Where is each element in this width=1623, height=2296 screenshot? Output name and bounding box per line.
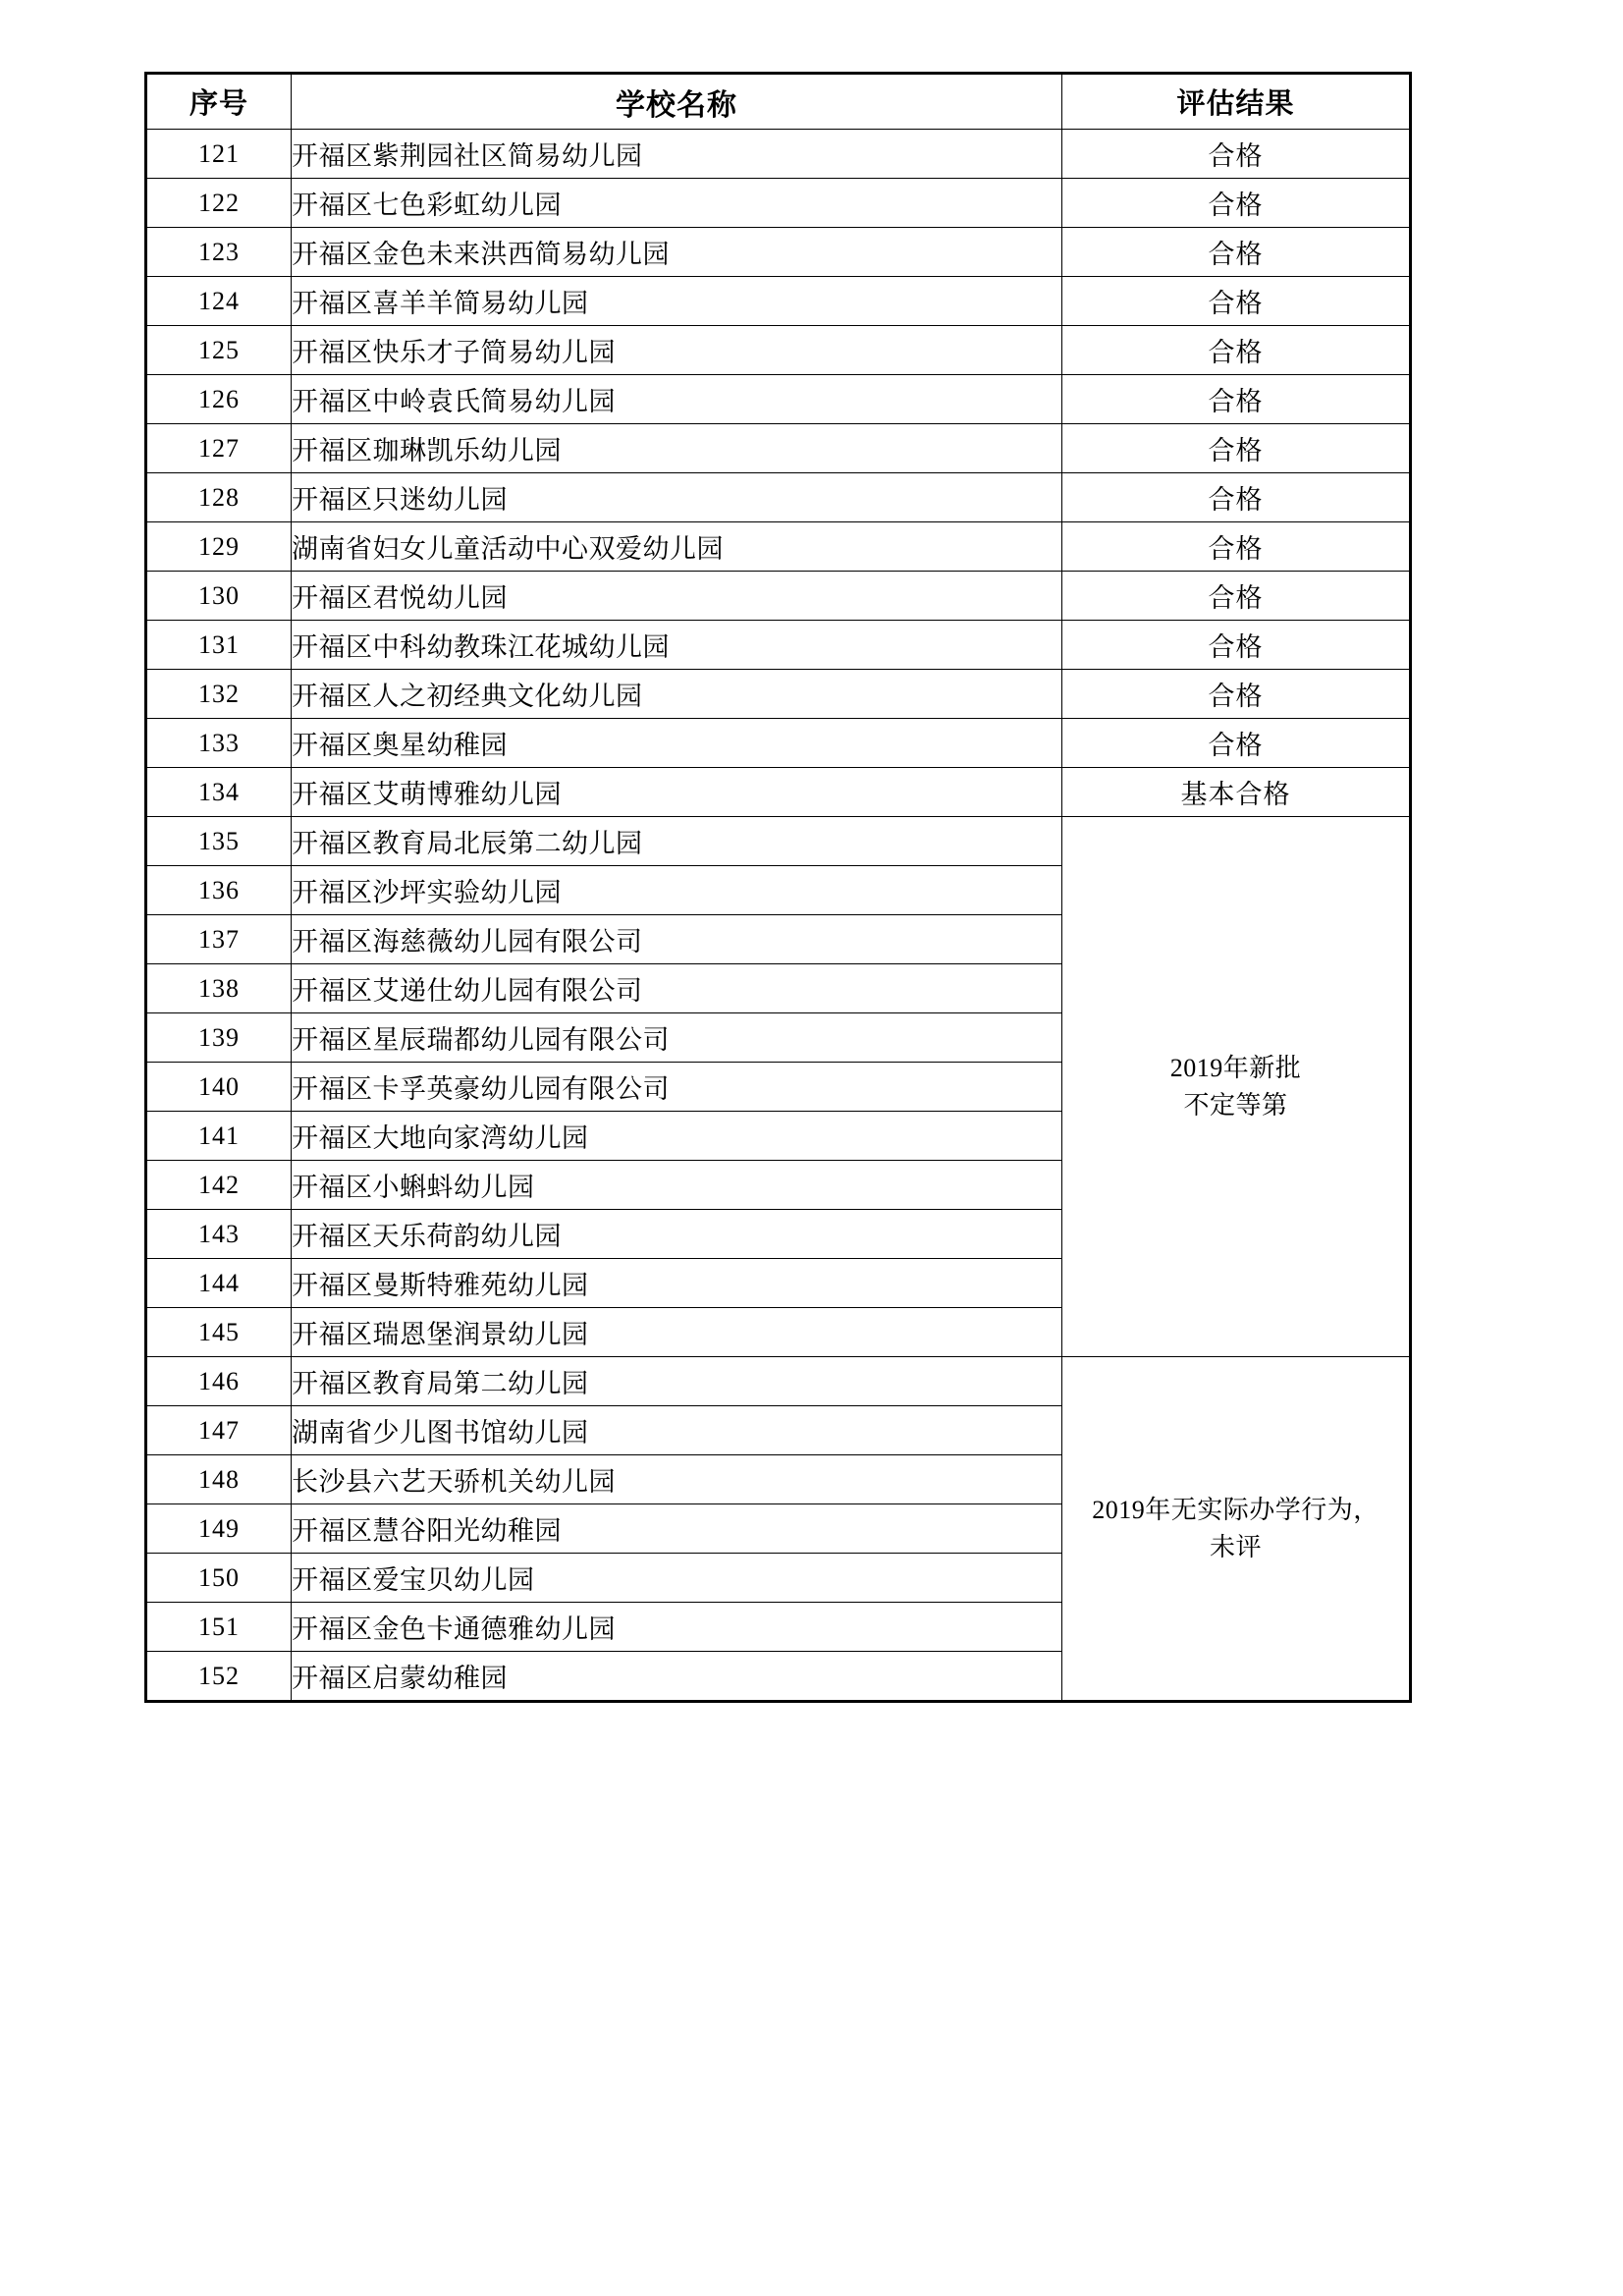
cell-sequence: 146 <box>146 1357 292 1406</box>
cell-sequence: 141 <box>146 1112 292 1161</box>
cell-sequence: 137 <box>146 915 292 964</box>
table-header <box>146 74 1411 130</box>
cell-sequence: 130 <box>146 572 292 621</box>
cell-evaluation-result-merged <box>1062 817 1411 1357</box>
cell-school-name: 开福区曼斯特雅苑幼儿园 <box>292 1259 1062 1308</box>
table-row <box>146 572 1411 621</box>
cell-sequence: 126 <box>146 375 292 424</box>
cell-sequence: 148 <box>146 1455 292 1504</box>
cell-evaluation-result: 合格 <box>1062 424 1411 473</box>
cell-sequence: 125 <box>146 326 292 375</box>
cell-school-name: 开福区只迷幼儿园 <box>292 473 1062 522</box>
table-body <box>146 130 1411 1702</box>
evaluation-table-container <box>144 72 1409 1703</box>
cell-evaluation-result: 基本合格 <box>1062 768 1411 817</box>
cell-sequence: 133 <box>146 719 292 768</box>
cell-school-name: 开福区七色彩虹幼儿园 <box>292 179 1062 228</box>
table-row <box>146 375 1411 424</box>
cell-school-name: 开福区中科幼教珠江花城幼儿园 <box>292 621 1062 670</box>
cell-school-name: 开福区快乐才子简易幼儿园 <box>292 326 1062 375</box>
table-row <box>146 424 1411 473</box>
merged-result-text: 2019年新批 不定等第 <box>1169 1053 1302 1120</box>
cell-evaluation-result: 合格 <box>1062 228 1411 277</box>
cell-sequence: 132 <box>146 670 292 719</box>
cell-sequence: 128 <box>146 473 292 522</box>
cell-evaluation-result: 合格 <box>1062 522 1411 572</box>
cell-sequence: 147 <box>146 1406 292 1455</box>
cell-school-name: 开福区金色卡通德雅幼儿园 <box>292 1603 1062 1652</box>
cell-school-name: 开福区爱宝贝幼儿园 <box>292 1554 1062 1603</box>
cell-school-name: 开福区教育局北辰第二幼儿园 <box>292 817 1062 866</box>
cell-sequence: 134 <box>146 768 292 817</box>
cell-school-name: 开福区卡孚英豪幼儿园有限公司 <box>292 1063 1062 1112</box>
cell-school-name: 开福区奥星幼稚园 <box>292 719 1062 768</box>
column-header-evaluation-result: 评估结果 <box>1062 74 1411 130</box>
cell-sequence: 131 <box>146 621 292 670</box>
cell-sequence: 122 <box>146 179 292 228</box>
cell-sequence: 142 <box>146 1161 292 1210</box>
table-row <box>146 326 1411 375</box>
cell-evaluation-result: 合格 <box>1062 719 1411 768</box>
table-row <box>146 473 1411 522</box>
cell-sequence: 136 <box>146 866 292 915</box>
cell-sequence: 152 <box>146 1652 292 1702</box>
cell-sequence: 135 <box>146 817 292 866</box>
cell-school-name: 开福区星辰瑞都幼儿园有限公司 <box>292 1013 1062 1063</box>
cell-evaluation-result: 合格 <box>1062 621 1411 670</box>
cell-school-name: 开福区大地向家湾幼儿园 <box>292 1112 1062 1161</box>
table-row <box>146 179 1411 228</box>
table-header-row <box>146 74 1411 130</box>
cell-sequence: 139 <box>146 1013 292 1063</box>
cell-school-name: 开福区金色未来洪西简易幼儿园 <box>292 228 1062 277</box>
cell-evaluation-result: 合格 <box>1062 130 1411 179</box>
cell-sequence: 143 <box>146 1210 292 1259</box>
table-row <box>146 1357 1411 1406</box>
cell-school-name: 开福区教育局第二幼儿园 <box>292 1357 1062 1406</box>
column-header-sequence: 序号 <box>146 74 292 130</box>
cell-school-name: 开福区天乐荷韵幼儿园 <box>292 1210 1062 1259</box>
cell-school-name: 开福区启蒙幼稚园 <box>292 1652 1062 1702</box>
cell-school-name: 开福区艾递仕幼儿园有限公司 <box>292 964 1062 1013</box>
cell-evaluation-result: 合格 <box>1062 572 1411 621</box>
table-row <box>146 768 1411 817</box>
cell-sequence: 129 <box>146 522 292 572</box>
cell-school-name: 开福区人之初经典文化幼儿园 <box>292 670 1062 719</box>
cell-school-name: 开福区中岭袁氏简易幼儿园 <box>292 375 1062 424</box>
cell-sequence: 121 <box>146 130 292 179</box>
cell-sequence: 149 <box>146 1504 292 1554</box>
cell-sequence: 127 <box>146 424 292 473</box>
cell-sequence: 140 <box>146 1063 292 1112</box>
cell-school-name: 开福区紫荆园社区简易幼儿园 <box>292 130 1062 179</box>
table-row <box>146 719 1411 768</box>
cell-sequence: 144 <box>146 1259 292 1308</box>
cell-evaluation-result: 合格 <box>1062 277 1411 326</box>
table-row <box>146 522 1411 572</box>
cell-evaluation-result: 合格 <box>1062 375 1411 424</box>
table-row <box>146 670 1411 719</box>
cell-school-name: 开福区小蝌蚪幼儿园 <box>292 1161 1062 1210</box>
cell-sequence: 151 <box>146 1603 292 1652</box>
table-row <box>146 817 1411 866</box>
cell-school-name: 开福区喜羊羊简易幼儿园 <box>292 277 1062 326</box>
cell-sequence: 150 <box>146 1554 292 1603</box>
cell-sequence: 138 <box>146 964 292 1013</box>
cell-school-name: 开福区珈琳凯乐幼儿园 <box>292 424 1062 473</box>
merged-result-text: 2019年无实际办学行为，未评 <box>1092 1495 1380 1561</box>
cell-school-name: 开福区艾萌博雅幼儿园 <box>292 768 1062 817</box>
cell-evaluation-result: 合格 <box>1062 670 1411 719</box>
cell-school-name: 湖南省妇女儿童活动中心双爱幼儿园 <box>292 522 1062 572</box>
cell-school-name: 开福区沙坪实验幼儿园 <box>292 866 1062 915</box>
cell-school-name: 湖南省少儿图书馆幼儿园 <box>292 1406 1062 1455</box>
table-row <box>146 228 1411 277</box>
cell-school-name: 开福区瑞恩堡润景幼儿园 <box>292 1308 1062 1357</box>
cell-sequence: 124 <box>146 277 292 326</box>
kindergarten-evaluation-table <box>144 72 1412 1703</box>
cell-evaluation-result-merged <box>1062 1357 1411 1702</box>
table-row <box>146 277 1411 326</box>
cell-school-name: 开福区君悦幼儿园 <box>292 572 1062 621</box>
cell-school-name: 开福区海慈薇幼儿园有限公司 <box>292 915 1062 964</box>
cell-school-name: 长沙县六艺天骄机关幼儿园 <box>292 1455 1062 1504</box>
column-header-school-name: 学校名称 <box>292 74 1062 130</box>
table-row <box>146 621 1411 670</box>
cell-evaluation-result: 合格 <box>1062 326 1411 375</box>
table-row <box>146 130 1411 179</box>
cell-sequence: 145 <box>146 1308 292 1357</box>
cell-evaluation-result: 合格 <box>1062 473 1411 522</box>
cell-school-name: 开福区慧谷阳光幼稚园 <box>292 1504 1062 1554</box>
cell-sequence: 123 <box>146 228 292 277</box>
cell-evaluation-result: 合格 <box>1062 179 1411 228</box>
